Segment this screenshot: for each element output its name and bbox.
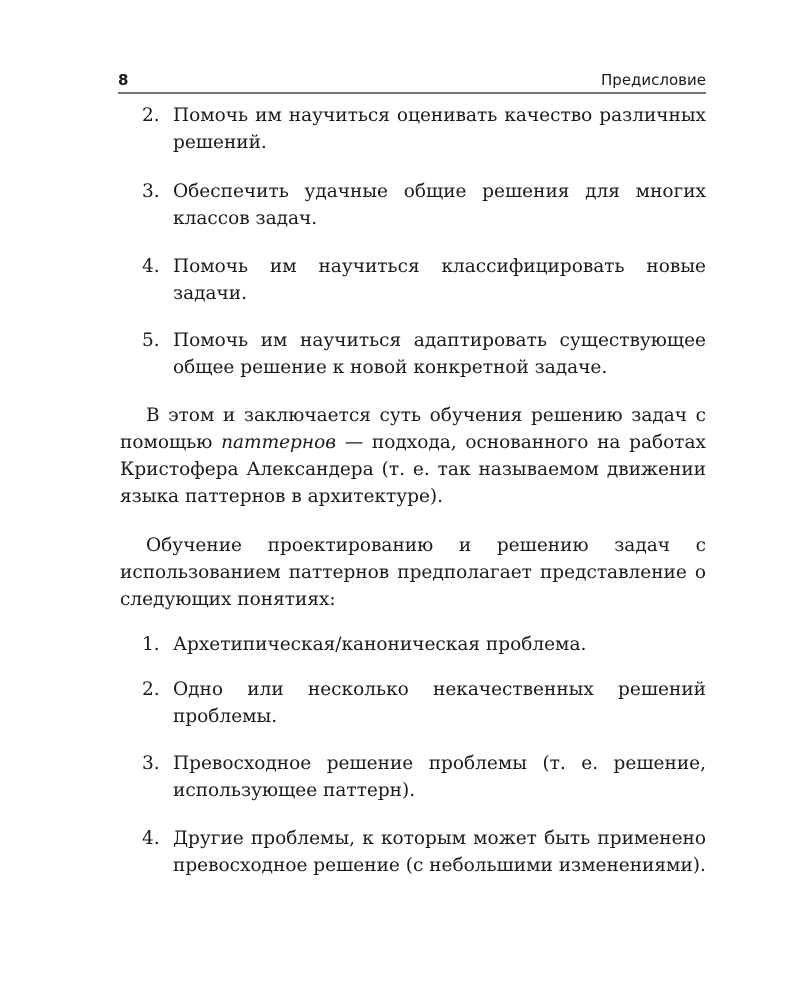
list-item (120, 178, 706, 232)
list-number: 2. (142, 105, 160, 126)
list-number: 2. (142, 679, 160, 700)
list-text: Помочь им научиться классифицировать новые задачи. (173, 256, 706, 304)
list-number: 4. (142, 828, 160, 849)
list-text: Помочь им научиться оценивать качество различных решений. (173, 105, 706, 153)
list-number: 3. (142, 181, 160, 202)
list-text: Помочь им научиться адаптировать существующее общее решение к новой конкретной задаче. (173, 330, 706, 378)
paragraph-text: — подхода, основанного на работах Кристофера Александера (т. е. так называемом движении языка паттернов в архитектуре). (120, 432, 706, 507)
list-number: 5. (142, 330, 160, 351)
list-item (120, 676, 706, 730)
page-number: 8 (118, 71, 129, 89)
list-item (120, 327, 706, 381)
list-item (120, 631, 706, 658)
list-text: Превосходное решение проблемы (т. е. решение, использующее паттерн). (173, 753, 706, 801)
list-text: Другие проблемы, к которым может быть применено превосходное решение (с небольшими изменениями). (173, 828, 706, 876)
page-header (118, 70, 706, 94)
list-number: 1. (142, 634, 160, 655)
list-item (120, 253, 706, 307)
paragraph-concepts: Обучение проектированию и решению задач с использованием паттернов предполагает представление о следующих понятиях: (120, 535, 706, 610)
list-number: 3. (142, 753, 160, 774)
list-number: 4. (142, 256, 160, 277)
emphasis-term: паттернов (221, 432, 336, 453)
list-text: Одно или несколько некачественных решений проблемы. (173, 679, 706, 727)
list-item (120, 750, 706, 804)
list-item (120, 825, 706, 879)
paragraph-text: В этом и заключается суть обучения решению задач с помощью (120, 405, 706, 453)
paragraph-patterns (120, 402, 706, 510)
list-text: Архетипическая/каноническая проблема. (173, 634, 587, 655)
list-item (120, 102, 706, 156)
running-title: Предисловие (601, 71, 706, 89)
list-text: Обеспечить удачные общие решения для многих классов задач. (173, 181, 706, 229)
